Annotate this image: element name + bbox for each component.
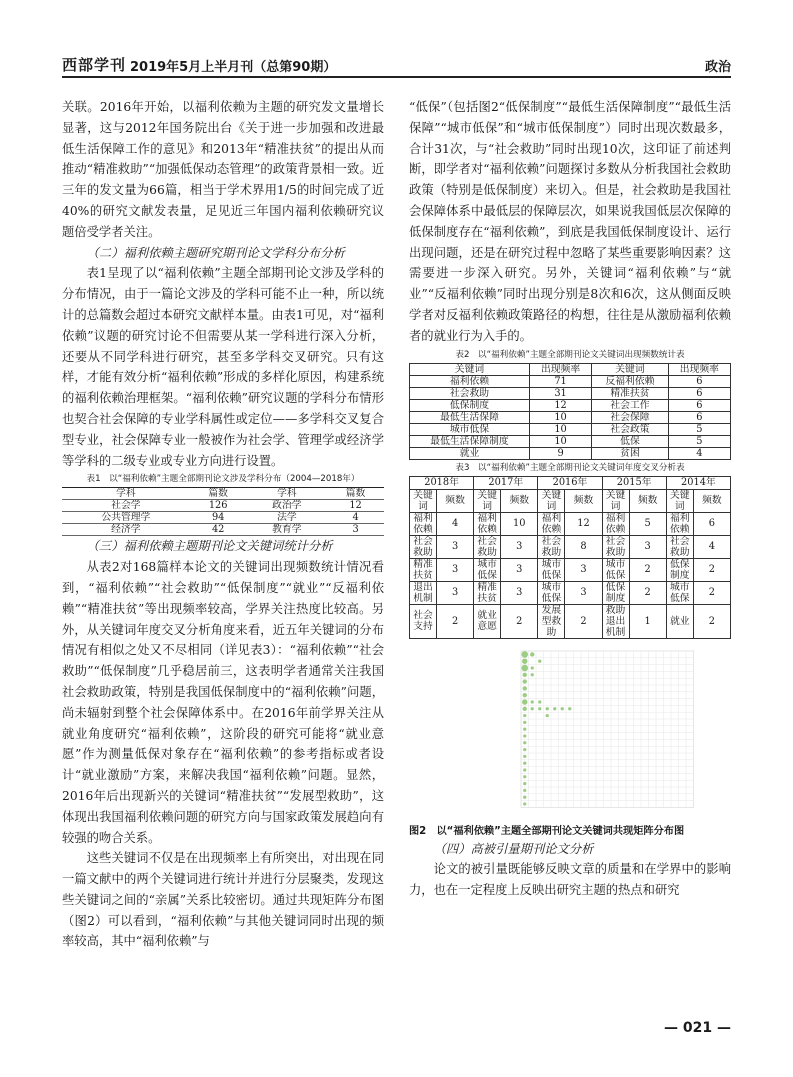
figure-caption: 图2 以“福利依赖”主题全部期刊论文关键词共现矩阵分布图 <box>409 825 685 837</box>
table-cell: 12 <box>529 399 591 411</box>
issue-info: 2019年5月上半月刊（总第90期） <box>130 60 337 75</box>
table-cell: 5 <box>629 512 666 535</box>
page-number: — 021 — <box>664 1020 731 1036</box>
table-cell: 低保制度 <box>410 399 530 411</box>
table-cell: 社会救助 <box>410 387 530 399</box>
scatter-point <box>523 693 527 697</box>
table-year-row <box>410 476 731 489</box>
table-cell: 城市低保 <box>538 558 565 581</box>
table-row <box>410 387 731 399</box>
table-cell: 城市低保 <box>666 581 693 604</box>
table-header-cell: 出现频率 <box>668 363 730 375</box>
table-header-cell: 出现频率 <box>529 363 591 375</box>
table-cell: 经济学 <box>62 524 190 536</box>
table-year-cell: 2017年 <box>474 476 538 489</box>
scatter-point <box>521 651 528 658</box>
table-cell: 4 <box>437 512 474 535</box>
table-cell: 126 <box>190 500 247 512</box>
cooccurrence-chart <box>409 645 731 823</box>
scatter-point <box>561 707 564 710</box>
table-cell: 社会救助 <box>474 535 501 558</box>
table-header-row <box>410 489 731 512</box>
table-row <box>410 411 731 423</box>
table-header-cell: 学科 <box>62 488 190 500</box>
table-cell: 城市低保 <box>474 558 501 581</box>
table-cell: 10 <box>529 411 591 423</box>
section-heading: （二）福利依赖主题研究期刊论文学科分布分析 <box>86 245 345 260</box>
table-cell: 2 <box>629 558 666 581</box>
table-cell: 6 <box>668 387 730 399</box>
table-cell: 福利依赖 <box>602 512 629 535</box>
table-cell: 42 <box>190 524 247 536</box>
table-cell: 低保制度 <box>666 558 693 581</box>
table2 <box>409 363 731 460</box>
scatter-point <box>523 686 527 690</box>
table-cell: 社会保障 <box>592 411 669 423</box>
table-cell: 反福利依赖 <box>592 375 669 387</box>
table-cell: 城市低保 <box>410 423 530 435</box>
paragraph: 关联。2016年开始，以福利依赖为主题的研究发文量增长显著，这与2012年国务院出台《关于进一步加强和改进最低生活保障工作的意见》和2013年“精准扶贫”的提出从而推动“精准救助”“加强低保动态管理”的政策背景相一致。近三年的发文量为66篇，相当于学术界用1/5的时间完成了近40%的研究文献发表量，足见近三年国内福利依赖研究议题倍受学者关注。 <box>62 100 384 239</box>
table-row <box>410 423 731 435</box>
scatter-point <box>523 748 526 751</box>
table-cell: 城市低保 <box>538 581 565 604</box>
table-header-cell: 关键词 <box>474 489 501 512</box>
scatter-point <box>530 652 534 656</box>
table-row <box>410 512 731 535</box>
scatter-point <box>538 659 541 662</box>
table-cell: 就业意愿 <box>474 604 501 638</box>
right-column <box>409 97 731 901</box>
table-row <box>410 375 731 387</box>
table-row <box>410 581 731 604</box>
table-year-cell: 2016年 <box>538 476 602 489</box>
table-cell: 福利依赖 <box>410 375 530 387</box>
table-cell: 福利依赖 <box>538 512 565 535</box>
table-cell: 3 <box>327 524 384 536</box>
table-header-cell: 关键词 <box>666 489 693 512</box>
scatter-point <box>522 658 528 664</box>
table-cell: 发展型救助 <box>538 604 565 638</box>
scatter-point <box>568 707 571 710</box>
table-cell: 2 <box>693 581 730 604</box>
table-cell: 9 <box>529 447 591 459</box>
table-cell: 3 <box>629 535 666 558</box>
scatter-point <box>523 727 526 730</box>
table3-caption: 表3 以“福利依赖”主题全部期刊论文关键词年度交叉分析表 <box>455 462 685 473</box>
running-header <box>62 52 731 78</box>
table-row <box>410 447 731 459</box>
scatter-point <box>521 664 528 671</box>
section-heading: （四）高被引量期刊论文分析 <box>433 841 594 856</box>
table-header-cell: 关键词 <box>592 363 669 375</box>
table-cell: 政治学 <box>247 500 328 512</box>
table-header-cell: 篇数 <box>190 488 247 500</box>
table-cell: 3 <box>501 558 538 581</box>
paragraph: 这些关键词不仅是在出现频率上有所突出，对出现在同一篇文献中的两个关键词进行统计并进行分层聚类，发现这些关键词之间的“亲属”关系比较密切。通过共现矩阵分布图（图2）可以看到，“福利依赖”与其他关键词同时出现的频率较高，其中“福利依赖”与 <box>62 851 384 949</box>
table-cell: 4 <box>327 512 384 524</box>
scatter-point <box>523 788 526 791</box>
table-header-cell: 关键词 <box>410 489 437 512</box>
scatter-point <box>523 706 527 710</box>
table-cell: 4 <box>668 447 730 459</box>
table-header-cell: 学科 <box>247 488 328 500</box>
table-cell: 2 <box>693 604 730 638</box>
table-cell: 就业 <box>666 604 693 638</box>
scatter-point <box>523 761 526 764</box>
table-row <box>410 604 731 638</box>
table-cell: 福利依赖 <box>474 512 501 535</box>
table-cell: 5 <box>668 423 730 435</box>
table1-caption: 表1 以“福利依赖”主题全部期刊论文涉及学科分布（2004—2018年） <box>86 474 360 485</box>
table-header-cell: 频数 <box>693 489 730 512</box>
section-label: 政治 <box>704 60 731 75</box>
table-cell: 贫困 <box>592 447 669 459</box>
table-row <box>62 500 384 512</box>
table-header-cell: 关键词 <box>538 489 565 512</box>
table-cell: 10 <box>501 512 538 535</box>
table-header-cell: 频数 <box>565 489 602 512</box>
table-cell: 精准扶贫 <box>474 581 501 604</box>
scatter-point <box>523 775 526 778</box>
scatter-point <box>523 741 526 744</box>
table-cell: 2 <box>437 604 474 638</box>
table-cell: 法学 <box>247 512 328 524</box>
table-cell: 社会政策 <box>592 423 669 435</box>
table-cell: 10 <box>529 423 591 435</box>
table-cell: 退出机制 <box>410 581 437 604</box>
scatter-point <box>523 720 526 723</box>
table1 <box>62 487 384 536</box>
table-row <box>410 535 731 558</box>
table-cell: 社会救助 <box>538 535 565 558</box>
table-cell: 3 <box>437 581 474 604</box>
table-cell: 3 <box>565 558 602 581</box>
table-cell: 12 <box>565 512 602 535</box>
table-cell: 最低生活保障 <box>410 411 530 423</box>
table-cell: 城市低保 <box>602 558 629 581</box>
table-cell: 福利依赖 <box>410 512 437 535</box>
table-year-cell: 2018年 <box>410 476 474 489</box>
table-cell: 低保制度 <box>602 581 629 604</box>
table-cell: 救助退出机制 <box>602 604 629 638</box>
scatter-point <box>531 666 534 669</box>
table-cell: 6 <box>668 399 730 411</box>
table3 <box>409 476 731 639</box>
table-cell: 5 <box>668 435 730 447</box>
table-cell: 社会救助 <box>666 535 693 558</box>
table-header-cell: 篇数 <box>327 488 384 500</box>
table-cell: 福利依赖 <box>666 512 693 535</box>
scatter-point <box>523 782 526 785</box>
table-cell: 精准扶贫 <box>592 387 669 399</box>
scatter-point <box>523 714 526 717</box>
table-cell: 最低生活保障制度 <box>410 435 530 447</box>
table-cell: 2 <box>565 604 602 638</box>
table-cell: 社会救助 <box>602 535 629 558</box>
table-cell: 6 <box>668 411 730 423</box>
table-header-cell: 频数 <box>629 489 666 512</box>
scatter-point <box>531 673 534 676</box>
paragraph: “低保”（包括图2“低保制度”“最低生活保障制度”“最低生活保障”“城市低保”和“城市低保制度”）同时出现次数最多，合计31次，与“社会救助”同时出现10次，这印证了前述判断，即学者对“福利依赖”问题探讨多数从分析我国社会救助政策（特别是低保制度）来切入。但是，社会救助是我国社会保障体系中最低层的保障层次，如果说我国低层次保障的低保制度存在“福利依赖”，到底是我国低保制度设计、运行出现问题，还是在研究过程中忽略了某些重要影响因素？这需要进一步深入研究。另外，关键词“福利依赖”与“就业”“反福利依赖”同时出现分别是8次和6次，这从侧面反映学者对反福利依赖政策路径的构想，往往是从激励福利依赖者的就业行为入手的。 <box>409 100 731 343</box>
table-header-row <box>410 363 731 375</box>
table-cell: 社会支持 <box>410 604 437 638</box>
table-row <box>410 399 731 411</box>
scatter-point <box>538 707 541 710</box>
scatter-point <box>531 700 534 703</box>
table-cell: 1 <box>629 604 666 638</box>
scatter-point <box>523 802 526 805</box>
table-cell: 10 <box>529 435 591 447</box>
table-cell: 就业 <box>410 447 530 459</box>
table-header-cell: 频数 <box>437 489 474 512</box>
plot-frame <box>521 651 694 807</box>
table-cell: 3 <box>437 535 474 558</box>
table-cell: 3 <box>501 581 538 604</box>
journal-logo: 西部学刊 <box>62 56 127 74</box>
table-row <box>62 524 384 536</box>
table-cell: 6 <box>668 375 730 387</box>
table-cell: 8 <box>565 535 602 558</box>
table-cell: 2 <box>501 604 538 638</box>
table-cell: 社会救助 <box>410 535 437 558</box>
table-cell: 2 <box>693 558 730 581</box>
table-cell: 3 <box>437 558 474 581</box>
scatter-point <box>523 795 526 798</box>
table-cell: 精准扶贫 <box>410 558 437 581</box>
scatter-point <box>523 679 527 683</box>
table-cell: 6 <box>693 512 730 535</box>
table-header-cell: 关键词 <box>410 363 530 375</box>
scatter-point <box>531 707 534 710</box>
table-row <box>410 558 731 581</box>
table-cell: 12 <box>327 500 384 512</box>
scatter-point <box>523 754 526 757</box>
table-cell: 31 <box>529 387 591 399</box>
table-row <box>62 512 384 524</box>
table-year-cell: 2014年 <box>666 476 730 489</box>
scatter-point <box>523 768 526 771</box>
scatter-point <box>553 707 556 710</box>
scatter-point <box>523 734 526 737</box>
table-cell: 71 <box>529 375 591 387</box>
table-header-cell: 频数 <box>501 489 538 512</box>
table-cell: 社会工作 <box>592 399 669 411</box>
table-cell: 社会学 <box>62 500 190 512</box>
table-cell: 94 <box>190 512 247 524</box>
paragraph: 从表2对168篇样本论文的关键词出现频数统计情况看到，“福利依赖”“社会救助”“低保制度”“就业”“反福利依赖”“精准扶贫”等出现频率较高，学界关注热度比较高。另外，从关键词年度交叉分析角度来看，近五年关键词的分布情况有相似之处又不尽相同（详见表3）：“福利依赖”“社会救助”“低保制度”几乎稳居前三，这表明学者通常关注我国社会救助政策，特别是我国低保制度中的“福利依赖”问题，尚未辐射到整个社会保障体系中。在2016年前学界关注从就业角度研究“福利依赖”，这阶段的研究可能将“就业意愿”作为测量低保对象存在“福利依赖”的参考指标或者设计“就业激励”方案，来解决我国“福利依赖”问题。显然，2016年后出现新兴的关键词“精准扶贫”“发展型救助”，这体现出我国福利依赖问题的研究方向与国家政策发展趋向有较强的吻合关系。 <box>62 560 384 845</box>
table-cell: 低保 <box>592 435 669 447</box>
table-cell: 4 <box>693 535 730 558</box>
table-cell: 公共管理学 <box>62 512 190 524</box>
table-cell: 3 <box>501 535 538 558</box>
table-header-row <box>62 488 384 500</box>
paragraph: 论文的被引量既能够反映文章的质量和在学界中的影响力，也在一定程度上反映出研究主题的热点和研究 <box>409 862 731 898</box>
table-header-cell: 关键词 <box>602 489 629 512</box>
table-cell: 2 <box>629 581 666 604</box>
paragraph: 表1呈现了以“福利依赖”主题全部期刊论文涉及学科的分布情况，由于一篇论文涉及的学科可能不止一种，所以统计的总篇数会超过本研究文献样本量。由表1可见，对“福利依赖”议题的研究讨论不但需要从某一学科进行深入分析，还要从不同学科进行研究，甚至多学科交叉研究。只有这样，才能有效分析“福利依赖”形成的多样化原因，构建系统的福利依赖治理框架。“福利依赖”研究议题的学科分布情形也契合社会保障的专业学科属性或定位——多学科交叉复合型专业，社会保障专业一般被作为社会学、管理学或经济学等学科的二级专业或专业方向进行设置。 <box>62 266 384 468</box>
table-year-cell: 2015年 <box>602 476 666 489</box>
left-column <box>62 97 384 952</box>
scatter-point <box>538 700 541 703</box>
table2-caption: 表2 以“福利依赖”主题全部期刊论文关键词出现频数统计表 <box>455 349 685 360</box>
scatter-point <box>546 707 549 710</box>
scatter-point <box>546 714 549 717</box>
table-cell: 教育学 <box>247 524 328 536</box>
cooccurrence-figure <box>409 645 731 823</box>
table-row <box>410 435 731 447</box>
section-heading: （三）福利依赖主题期刊论文关键词统计分析 <box>86 539 333 554</box>
scatter-point <box>523 672 527 676</box>
scatter-point <box>522 699 528 705</box>
table-cell: 3 <box>565 581 602 604</box>
